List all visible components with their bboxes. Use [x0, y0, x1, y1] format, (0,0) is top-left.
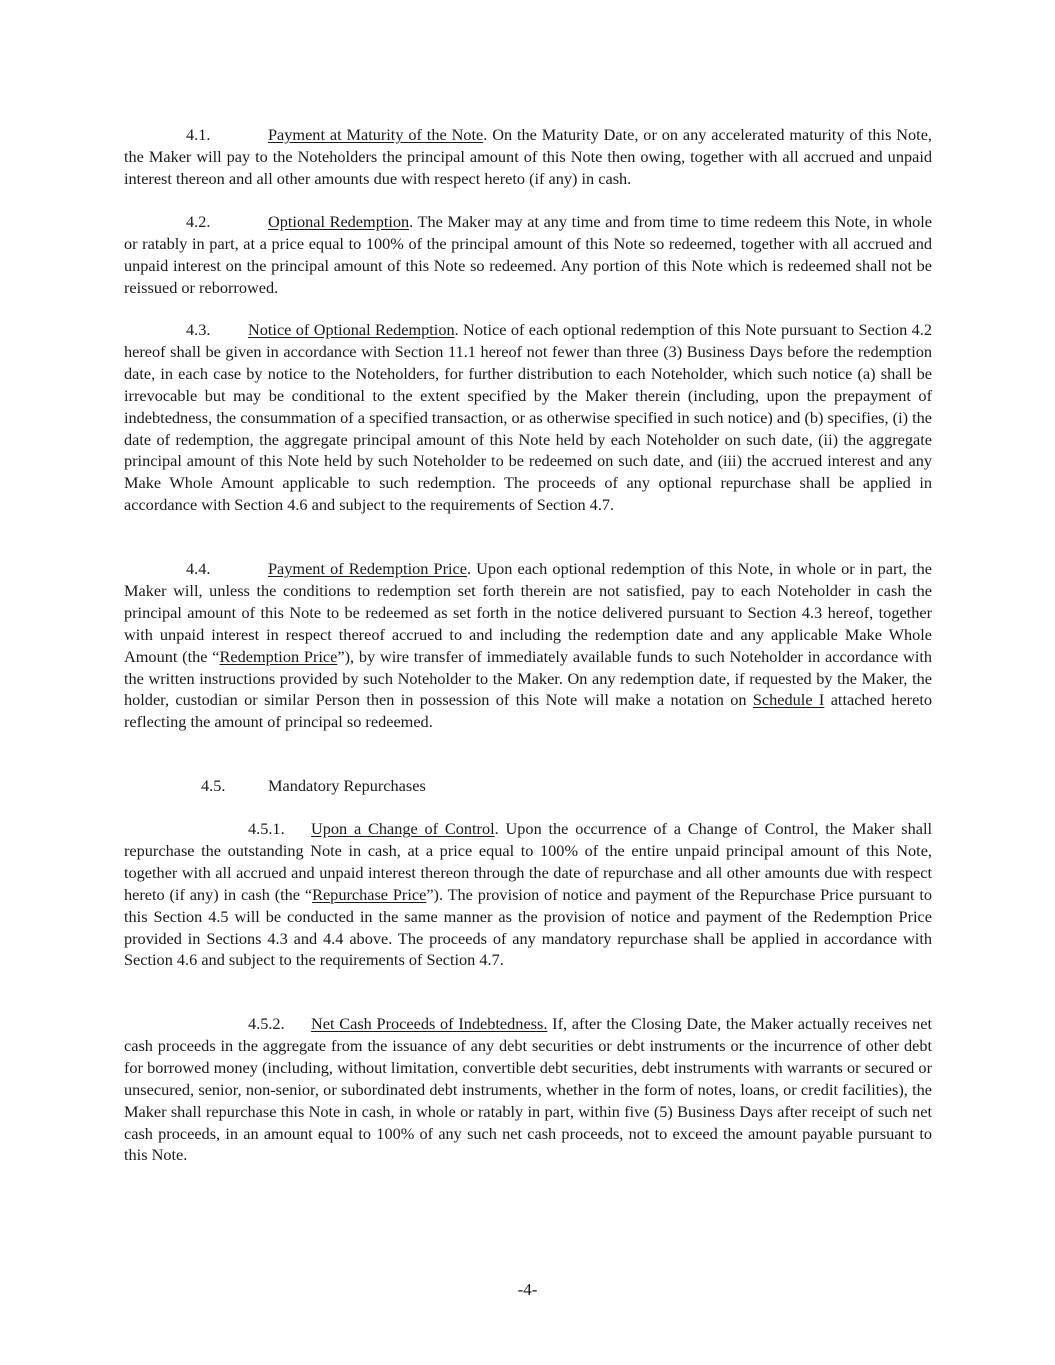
section-4-5 [124, 775, 932, 797]
section-title: Mandatory Repurchases [268, 776, 426, 795]
section-number: 4.5.1. [248, 819, 285, 838]
page-number: -4- [517, 1280, 538, 1299]
defined-term: Redemption Price [219, 646, 338, 666]
section-title: Payment of Redemption Price [268, 559, 467, 578]
section-text: . Notice of each optional redemption of this Note pursuant to Section 4.2 hereof shall be given in accordance with Section 11.1 hereof not fewer than three (3) Business Days before the redemption date, in each case by notice to the Noteholders, for further distribution to each Noteholder, which such notice (a) shall be irrevocable but may be conditional to the extent specified by the Maker therein (including, upon the prepayment of indebtedness, the consummation of a specified transaction, or as otherwise specified in such notice) and (b) specifies, (i) the date of redemption, the aggregate principal amount of this Note held by each Noteholder on such date, (ii) the aggregate principal amount of this Note held by such Noteholder to be redeemed on such date, and (iii) the accrued interest and any Make Whole Amount applicable to such redemption. The proceeds of any optional repurchase shall be applied in accordance with Section 4.6 and subject to the requirements of Section 4.7. [124, 320, 933, 515]
section-number: 4.1. [186, 125, 211, 144]
section-text: . The Maker may at any time and from time to time redeem this Note, in whole or ratably in part, at a price equal to 100% of the principal amount of this Note so redeemed, together with all accrued and unpaid interest on the principal amount of this Note so redeemed. Any portion of this Note which is redeemed shall not be reissued or reborrowed. [124, 212, 932, 297]
section-title: Notice of Optional Redemption [248, 320, 455, 339]
section-4-2 [124, 211, 932, 299]
section-title: Payment at Maturity of the Note [268, 125, 484, 144]
section-title: Net Cash Proceeds of Indebtedness. [311, 1014, 548, 1033]
section-number: 4.4. [186, 559, 211, 578]
section-title: Upon a Change of Control [311, 819, 495, 838]
section-title: Optional Redemption [268, 212, 410, 231]
section-text-a: . Upon each optional redemption of this Note, in whole or in part, the Maker will, unless the conditions to redemption set forth therein are not satisfied, pay to each Noteholder in cash the principal amount of this Note to be redeemed as set forth in the notice delivered pursuant to Section 4.3 hereof, together with unpaid interest in respect thereof accrued to and including the redemption date and any applicable Make Whole Amount (the “ [124, 559, 932, 666]
section-text-a: . Upon the occurrence of a Change of Control, the Maker shall repurchase the outstanding Note in cash, at a price equal to 100% of the entire unpaid principal amount of this Note, together with all accrued and unpaid interest thereon through the date of repurchase and all other amounts due with respect hereto (if any) in cash (the “ [124, 819, 933, 904]
section-4-5-2 [124, 1013, 932, 1166]
section-number: 4.5. [201, 776, 226, 795]
section-text-b: ”). The provision of notice and payment of the Repurchase Price pursuant to this Section 4.5 will be conducted in the same manner as the provision of notice and payment of the Redemption Price provided in Sections 4.3 and 4.4 above. The proceeds of any mandatory repurchase shall be applied in accordance with Section 4.6 and subject to the requirements of Section 4.7. [124, 884, 933, 970]
section-number: 4.5.2. [248, 1014, 285, 1033]
section-text-b: ”), by wire transfer of immediately available funds to such Noteholder in accordance with the written instructions provided by such Noteholder to the Maker. On any redemption date, if requested by the Maker, the holder, custodian or similar Person then in possession of this Note will make a notation on [124, 646, 933, 710]
section-4-1 [124, 124, 932, 190]
section-4-5-1 [124, 818, 932, 971]
schedule-reference: Schedule I [752, 690, 825, 710]
section-text: If, after the Closing Date, the Maker actually receives net cash proceeds in the aggregate from the issuance of any debt securities or debt instruments or the incurrence of other debt for borrowed money (including, without limitation, convertible debt securities, debt instruments with warrants or secured or unsecured, senior, non-senior, or subordinated debt instruments, whether in the form of notes, loans, or credit facilities), the Maker shall repurchase this Note in cash, in whole or ratably in part, within five (5) Business Days after receipt of such net cash proceeds, in an amount equal to 100% of any such net cash proceeds, not to exceed the amount payable pursuant to this Note. [124, 1014, 932, 1165]
defined-term: Repurchase Price [312, 884, 427, 904]
section-number: 4.2. [186, 212, 211, 231]
section-text: . On the Maturity Date, or on any accelerated maturity of this Note, the Maker will pay to the Noteholders the principal amount of this Note then owing, together with all accrued and unpaid interest thereon and all other amounts due with respect hereto (if any) in cash. [124, 125, 933, 188]
section-4-3 [124, 319, 932, 516]
section-text-c: attached hereto reflecting the amount of principal so redeemed. [124, 690, 932, 732]
section-4-4 [124, 558, 932, 733]
section-number: 4.3. [186, 320, 211, 339]
